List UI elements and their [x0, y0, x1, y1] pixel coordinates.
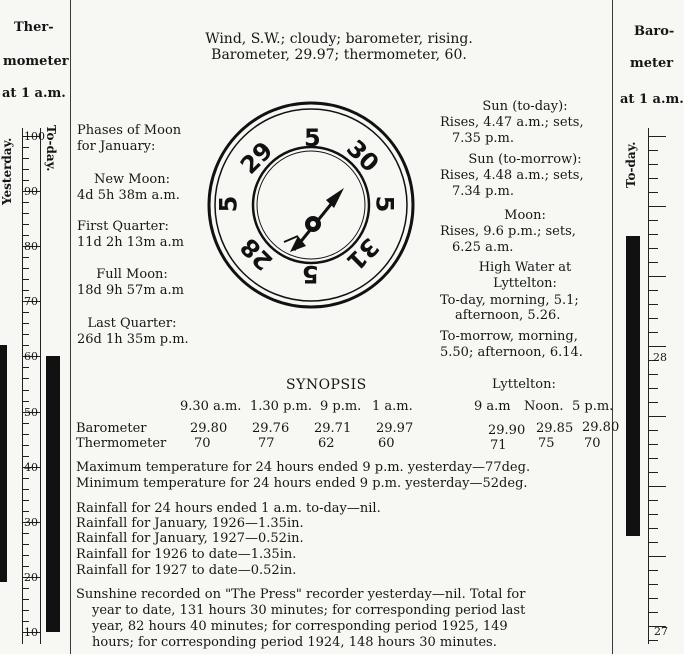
rainfall-line: Rainfall for 24 hours ended 1 a.m. to-day—nil.: [76, 501, 381, 516]
row-label: Barometer: [76, 421, 147, 436]
sun-today-sets: 7.35 p.m.: [452, 131, 514, 146]
rainfall-line: Rainfall for 1927 to date—0.52in.: [76, 563, 297, 578]
thermometer-minor-tick: [22, 268, 29, 269]
thermometer-minor-tick: [22, 323, 29, 324]
baro-tick: [648, 514, 658, 515]
baro-tick: [648, 262, 658, 263]
baro-tick: [648, 542, 658, 543]
baro-tick: [648, 318, 658, 319]
baro-tick: [648, 528, 658, 529]
baro-tick: [648, 486, 666, 487]
moon-rises: Rises, 9.6 p.m.; sets,: [440, 224, 576, 239]
today-label: To-day.: [44, 125, 58, 172]
lyttelton-time-3: 5 p.m.: [572, 399, 614, 414]
synopsis-time-3: 9 p.m.: [320, 399, 362, 414]
yesterday-label: Yesterday.: [0, 137, 14, 205]
sun-today-title: Sun (to-day):: [482, 99, 568, 114]
thermometer-minor-tick: [22, 224, 29, 225]
row-value: 77: [258, 436, 275, 451]
sunshine-line: hours; for corresponding period 1924, 148 hours 30 minutes.: [92, 635, 497, 650]
baro-tick: [648, 556, 666, 557]
thermometer-minor-tick: [22, 312, 29, 313]
thermometer-scale-line-2: [40, 128, 41, 644]
thermometer-minor-tick: [22, 478, 29, 479]
row-value: 29.71: [314, 421, 352, 436]
baro-tick: [648, 192, 658, 193]
thermometer-minor-tick: [22, 378, 29, 379]
dial-number-top: 5: [304, 124, 321, 152]
baro-tick: [648, 220, 658, 221]
thermometer-minor-tick: [22, 180, 29, 181]
row-lyttelton-value: 29.80: [582, 420, 620, 435]
baro-tick: [648, 332, 658, 333]
baro-tick: [648, 248, 658, 249]
sun-tomorrow-sets: 7.34 p.m.: [452, 184, 514, 199]
right-baro-heading-1: Baro-: [634, 24, 675, 39]
high-water-place: Lyttelton:: [493, 276, 557, 291]
left-therm-heading-1: Ther-: [14, 20, 54, 35]
baro-tick: [648, 612, 658, 613]
moon-title: Moon:: [504, 208, 546, 223]
thermometer-minor-tick: [22, 445, 29, 446]
baro-tick: [648, 304, 658, 305]
baro-today-label: To-day.: [624, 141, 638, 188]
row-value: 70: [194, 436, 211, 451]
baro-tick: [648, 136, 666, 137]
baro-tick: [648, 388, 658, 389]
dial-needle: [284, 188, 344, 252]
sunshine-line: year, 82 hours 40 minutes; for corresponding period 1925, 149: [92, 619, 508, 634]
high-water-today: To-day, morning, 5.1;: [440, 293, 579, 308]
thermometer-tick-label: 30: [24, 515, 38, 529]
weather-header-line-2: Barometer, 29.97; thermometer, 60.: [211, 47, 467, 63]
thermometer-tick-label: 40: [24, 460, 38, 474]
baro-tick: [648, 150, 658, 151]
full-moon-label: Full Moon:: [96, 267, 168, 282]
right-baro-heading-3: at 1 a.m.: [620, 92, 684, 107]
last-quarter-label: Last Quarter:: [87, 316, 177, 331]
baro-tick: [648, 206, 666, 207]
new-moon-label: New Moon:: [93, 172, 171, 187]
thermometer-minor-tick: [22, 500, 29, 501]
row-value: 29.80: [190, 421, 228, 436]
thermometer-minor-tick: [22, 434, 29, 435]
max-temperature: Maximum temperature for 24 hours ended 9 p.m. yesterday—77deg.: [76, 460, 531, 475]
rainfall-line: Rainfall for 1926 to date—1.35in.: [76, 547, 297, 562]
baro-tick: [648, 500, 658, 501]
dial-number-bottom: 5: [302, 260, 319, 288]
first-quarter-time: 11d 2h 13m a.m: [77, 235, 184, 250]
synopsis-time-4: 1 a.m.: [372, 399, 413, 414]
baro-tick: [648, 402, 658, 403]
baro-tick: [648, 346, 666, 347]
lyttelton-title: Lyttelton:: [492, 377, 556, 392]
thermometer-minor-tick: [22, 511, 29, 512]
synopsis-title: SYNOPSIS: [286, 377, 367, 393]
column-rule-right: [612, 0, 613, 654]
row-value: 60: [378, 436, 395, 451]
synopsis-time-1: 9.30 a.m.: [180, 399, 242, 414]
thermometer-minor-tick: [22, 235, 29, 236]
yesterday-mercury-bar: [0, 345, 7, 582]
thermometer-minor-tick: [22, 334, 29, 335]
moon-sets: 6.25 a.m.: [452, 240, 514, 255]
rainfall-line: Rainfall for January, 1926—1.35in.: [76, 516, 304, 531]
sun-tomorrow-rises: Rises, 4.48 a.m.; sets,: [440, 168, 584, 183]
thermometer-minor-tick: [22, 290, 29, 291]
baro-tick: [648, 640, 658, 641]
dial-number-right: 5: [370, 195, 399, 213]
moon-phases-title-2: for January:: [77, 139, 156, 154]
thermometer-minor-tick: [22, 489, 29, 490]
min-temperature: Minimum temperature for 24 hours ended 9 p.m. yesterday—52deg.: [76, 476, 528, 491]
lyttelton-time-1: 9 a.m: [474, 399, 511, 414]
thermometer-minor-tick: [22, 257, 29, 258]
high-water-title: High Water at: [478, 260, 572, 275]
dial-number-top-right: 30: [340, 134, 385, 178]
synopsis-time-2: 1.30 p.m.: [250, 399, 312, 414]
row-lyttelton-value: 29.90: [488, 423, 526, 438]
row-lyttelton-value: 70: [584, 436, 601, 451]
baro-tick: [648, 290, 658, 291]
sun-tomorrow-title: Sun (to-morrow):: [468, 152, 582, 167]
barometer-dial: [206, 100, 416, 310]
baro-tick: [648, 178, 658, 179]
sunshine-line: year to date, 131 hours 30 minutes; for corresponding period last: [92, 603, 526, 618]
baro-tick: [648, 416, 666, 417]
thermometer-tick-label: 70: [24, 295, 38, 309]
thermometer-minor-tick: [22, 544, 29, 545]
baro-mercury-bar: [626, 236, 640, 536]
baro-tick: [648, 570, 658, 571]
thermometer-minor-tick: [22, 279, 29, 280]
dial-number-bottom-left: 28: [234, 232, 279, 276]
thermometer-minor-tick: [22, 213, 29, 214]
thermometer-tick-label: 80: [24, 240, 38, 254]
dial-number-left: 5: [214, 195, 243, 213]
thermometer-tick-label: 50: [24, 405, 38, 419]
baro-tick: [648, 374, 658, 375]
baro-tick: [648, 584, 658, 585]
thermometer-minor-tick: [22, 147, 29, 148]
weather-header-line-1: Wind, S.W.; cloudy; barometer, rising.: [205, 31, 473, 47]
thermometer-minor-tick: [22, 202, 29, 203]
baro-tick: [648, 598, 658, 599]
baro-tick-28: 28: [653, 351, 667, 364]
baro-tick: [648, 276, 666, 277]
moon-phases-title-1: Phases of Moon: [77, 123, 182, 138]
baro-tick: [648, 430, 658, 431]
lyttelton-time-2: Noon.: [524, 399, 564, 414]
baro-tick: [648, 164, 658, 165]
thermometer-minor-tick: [22, 345, 29, 346]
thermometer-minor-tick: [22, 566, 29, 567]
today-mercury-bar: [46, 356, 60, 632]
thermometer-minor-tick: [22, 390, 29, 391]
high-water-today-afternoon: afternoon, 5.26.: [455, 308, 561, 323]
row-lyttelton-value: 75: [538, 436, 555, 451]
row-label: Thermometer: [76, 436, 167, 451]
row-value: 29.76: [252, 421, 290, 436]
thermometer-minor-tick: [22, 533, 29, 534]
thermometer-tick-label: 100: [24, 130, 45, 143]
dial-number-top-left: 29: [234, 136, 279, 180]
dial-number-bottom-right: 31: [340, 232, 385, 276]
thermometer-minor-tick: [22, 599, 29, 600]
baro-tick: [648, 444, 658, 445]
thermometer-tick-label: 10: [24, 626, 38, 639]
thermometer-tick-label: 90: [24, 185, 38, 199]
first-quarter-label: First Quarter:: [77, 219, 169, 234]
baro-tick: [648, 472, 658, 473]
thermometer-minor-tick: [22, 401, 29, 402]
thermometer-minor-tick: [22, 367, 29, 368]
baro-tick: [648, 234, 658, 235]
high-water-tomorrow-afternoon: 5.50; afternoon, 6.14.: [440, 345, 583, 360]
row-value: 29.97: [376, 421, 414, 436]
baro-tick: [648, 458, 658, 459]
high-water-tomorrow: To-morrow, morning,: [440, 329, 578, 344]
last-quarter-time: 26d 1h 35m p.m.: [77, 332, 189, 347]
thermometer-tick-label: 20: [24, 570, 38, 584]
thermometer-minor-tick: [22, 158, 29, 159]
baro-tick-27: 27: [654, 625, 668, 638]
thermometer-minor-tick: [22, 456, 29, 457]
full-moon-time: 18d 9h 57m a.m: [77, 283, 184, 298]
row-value: 62: [318, 436, 335, 451]
sunshine-line: Sunshine recorded on "The Press" recorder yesterday—nil. Total for: [76, 587, 526, 602]
rainfall-line: Rainfall for January, 1927—0.52in.: [76, 531, 304, 546]
thermometer-tick-label: 60: [24, 350, 38, 364]
row-lyttelton-value: 71: [490, 438, 507, 453]
right-baro-heading-2: meter: [630, 56, 674, 71]
thermometer-minor-tick: [22, 621, 29, 622]
thermometer-minor-tick: [22, 588, 29, 589]
left-therm-heading-2: mometer: [3, 54, 69, 69]
thermometer-minor-tick: [22, 169, 29, 170]
thermometer-minor-tick: [22, 555, 29, 556]
row-lyttelton-value: 29.85: [536, 421, 574, 436]
thermometer-minor-tick: [22, 610, 29, 611]
column-rule-left: [70, 0, 71, 654]
thermometer-minor-tick: [22, 423, 29, 424]
left-therm-heading-3: at 1 a.m.: [2, 86, 66, 101]
new-moon-time: 4d 5h 38m a.m.: [77, 188, 180, 203]
sun-today-rises: Rises, 4.47 a.m.; sets,: [440, 115, 584, 130]
